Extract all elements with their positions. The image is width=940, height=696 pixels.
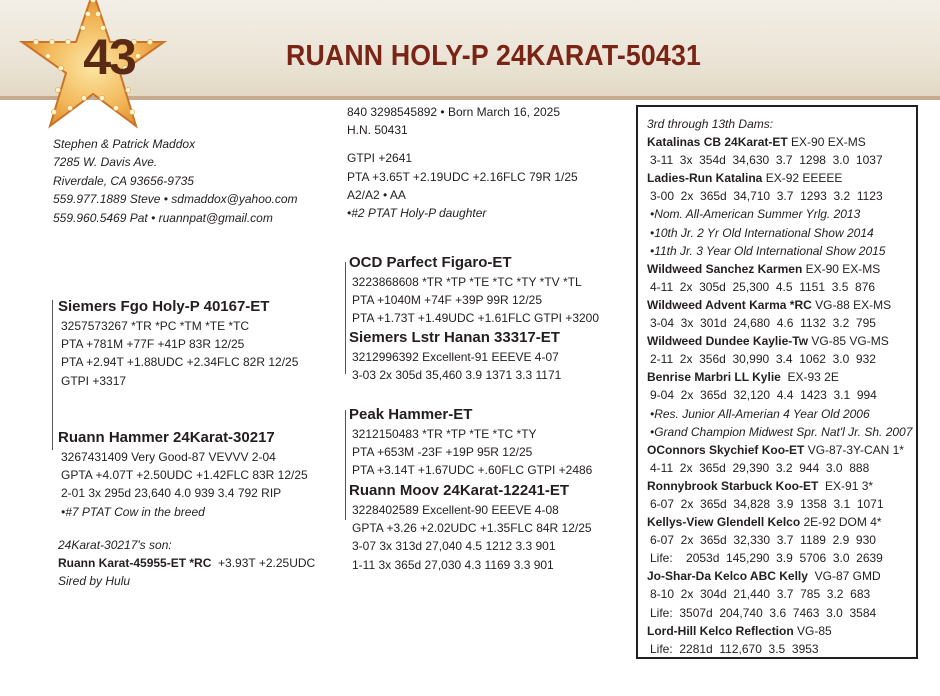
sire-sire-line: 3223868608 *TR *TP *TE *TC *TY *TV *TL — [352, 275, 582, 289]
dam-entry-classification: 2E-92 DOM 4* — [800, 515, 882, 530]
dam-sire-block — [349, 405, 592, 480]
son-name: Ruann Karat-45955-ET *RC — [58, 556, 212, 571]
dam-entry-title: Benrise Marbri LL Kylie — [647, 370, 781, 385]
gtpi: GTPI +2641 — [347, 151, 413, 166]
dam-name: Ruann Hammer 24Karat-30217 — [58, 429, 275, 446]
identity-note: •#2 PTAT Holy-P daughter — [347, 206, 487, 221]
consignor-phone-pat: 559.960.5469 Pat • ruannpat@gmail.com — [53, 210, 273, 225]
dam-entry-title: Ladies-Run Katalina — [647, 171, 763, 186]
dam-entry-classification: EX-92 EEEEE — [762, 171, 843, 186]
dam-sire-line: 3212150483 *TR *TP *TE *TC *TY — [352, 427, 537, 441]
dam-block — [58, 428, 315, 590]
sire-sire-line: PTA +1.73T +1.49UDC +1.61FLC GTPI +3200 — [352, 311, 600, 326]
dam-dam-name: Ruann Moov 24Karat-12241-ET — [349, 482, 570, 499]
dam-entry-record: Life: 2281d 112,670 3.5 3953 — [650, 641, 819, 656]
dam-sire-line: PTA +653M -23F +19P 95R 12/25 — [352, 445, 533, 460]
consignor-city: Riverdale, CA 93656-9735 — [53, 173, 194, 188]
dam-entry-note: •Nom. All-American Summer Yrlg. 2013 — [650, 207, 861, 222]
dam-entry-name — [647, 477, 916, 495]
son-heading: 24Karat-30217's son: — [58, 537, 172, 552]
dam-entry-name — [647, 513, 916, 531]
herd-number: H.N. 50431 — [347, 123, 408, 138]
dam-line: 2-01 3x 295d 23,640 4.0 939 3.4 792 RIP — [61, 486, 282, 501]
sire-line: PTA +2.94T +1.88UDC +2.34FLC 82R 12/25 — [61, 355, 299, 370]
dam-entry-record: 6-07 2x 365d 34,828 3.9 1358 3.1 1071 — [650, 496, 884, 511]
dam-entry-name — [647, 133, 916, 151]
dam-sire-name: Peak Hammer-ET — [349, 406, 473, 423]
lot-identity — [347, 103, 578, 222]
dam-entry-classification: VG-85 — [793, 623, 832, 638]
dam-dam-block — [349, 481, 592, 574]
dam-entry-classification: EX-93 2E — [780, 370, 839, 385]
dam-entry-title: Wildweed Advent Karma *RC — [647, 297, 812, 312]
lot-number: 43 — [83, 29, 135, 85]
dam-entry-note: •11th Jr. 3 Year Old International Show 2015 — [650, 243, 886, 258]
dam-sire-line: PTA +3.14T +1.67UDC +.60FLC GTPI +2486 — [352, 463, 593, 478]
dam-entry-record: Life: 3507d 204,740 3.6 7463 3.0 3584 — [650, 605, 877, 620]
pta-line: PTA +3.65T +2.19UDC +2.16FLC 79R 1/25 — [347, 169, 578, 184]
dam-entry-classification: VG-85 VG-MS — [808, 334, 889, 349]
dam-entry-classification: VG-88 EX-MS — [811, 297, 892, 312]
dam-dam-line: GPTA +3.26 +2.02UDC +1.35FLC 84R 12/25 — [352, 521, 592, 536]
sire-sire-block — [349, 253, 599, 328]
dam-entry-name — [647, 296, 916, 314]
dam-entry-name — [647, 368, 916, 386]
pedigree-connector — [345, 410, 346, 520]
dam-entry-record: 6-07 2x 365d 32,330 3.7 1189 2.9 930 — [650, 533, 876, 548]
dams-heading: 3rd through 13th Dams: — [647, 117, 774, 131]
dam-entry-classification: EX-90 EX-MS — [787, 135, 866, 150]
dam-entry-record: 9-04 2x 365d 32,120 4.4 1423 3.1 994 — [650, 388, 877, 403]
son-sired-by: Sired by Hulu — [58, 574, 131, 589]
sire-line: GTPI +3317 — [61, 373, 127, 388]
consignor-info — [53, 135, 298, 227]
dams-box — [636, 105, 918, 659]
dam-entry-name — [647, 622, 916, 640]
dam-entry-record: 3-11 3x 354d 34,630 3.7 1298 3.0 1037 — [650, 153, 883, 168]
dams-list — [647, 133, 916, 658]
dam-entry-name — [647, 332, 916, 350]
genotype-line: A2/A2 • AA — [347, 187, 406, 202]
sire-line: PTA +781M +77F +41P 83R 12/25 — [61, 337, 245, 352]
dam-entry-note: •Grand Champion Midwest Spr. Nat'l Jr. Sh. 2007 — [650, 424, 913, 439]
sire-block — [58, 297, 298, 390]
dam-entry-classification: EX-91 3* — [818, 478, 874, 493]
dam-entry-name — [647, 441, 916, 459]
sire-sire-line: PTA +1040M +74F +39P 99R 12/25 — [352, 293, 543, 308]
dam-entry-name — [647, 260, 916, 278]
dam-entry-record: 4-11 2x 365d 29,390 3.2 944 3.0 888 — [650, 460, 870, 475]
dam-entry-record: 3-04 3x 301d 24,680 4.6 1132 3.2 795 — [650, 316, 876, 331]
son-stats: +3.93T +2.25UDC — [211, 556, 316, 571]
dam-entry-record: 2-11 2x 356d 30,990 3.4 1062 3.0 932 — [650, 352, 876, 367]
dam-entry-classification: EX-90 EX-MS — [802, 261, 881, 276]
consignor-name: Stephen & Patrick Maddox — [53, 137, 196, 151]
dam-entry-record: 3-00 2x 365d 34,710 3.7 1293 3.2 1123 — [650, 189, 883, 204]
consignor-phone-steve: 559.977.1889 Steve • sdmaddox@yahoo.com — [53, 192, 298, 207]
dam-dam-line: 3-07 3x 313d 27,040 4.5 1212 3.3 901 — [352, 539, 556, 554]
dam-entry-title: OConnors Skychief Koo-ET — [647, 442, 805, 457]
dam-line: 3267431409 Very Good-87 VEVVV 2-04 — [61, 450, 276, 464]
page-title: RUANN HOLY-P 24KARAT-50431 — [286, 40, 702, 72]
dam-entry-record: 8-10 2x 304d 21,440 3.7 785 3.2 683 — [650, 587, 871, 602]
dam-entry-title: Kellys-View Glendell Kelco — [647, 515, 801, 530]
pedigree-connector — [345, 262, 346, 374]
pedigree-connector — [52, 300, 53, 450]
dam-note: •#7 PTAT Cow in the breed — [61, 504, 205, 519]
dam-entry-title: Katalinas CB 24Karat-ET — [647, 135, 788, 150]
sire-line: 3257573267 *TR *PC *TM *TE *TC — [61, 319, 250, 333]
dam-entry-classification: VG-87-3Y-CAN 1* — [804, 442, 904, 457]
dam-entry-note: •10th Jr. 2 Yr Old International Show 2014 — [650, 225, 874, 240]
consignor-address: 7285 W. Davis Ave. — [53, 155, 158, 170]
dam-entry-name — [647, 169, 916, 187]
dam-entry-title: Wildweed Dundee Kaylie-Tw — [647, 334, 809, 349]
sire-dam-line: 3-03 2x 305d 35,460 3.9 1371 3.3 1171 — [352, 368, 562, 383]
dam-entry-record: Life: 2053d 145,290 3.9 5706 3.0 2639 — [650, 551, 883, 566]
sire-dam-line: 3212996392 Excellent-91 EEEVE 4-07 — [352, 350, 559, 364]
sire-name: Siemers Fgo Holy-P 40167-ET — [58, 298, 270, 315]
dam-entry-record: 4-11 2x 305d 25,300 4.5 1151 3.5 876 — [650, 279, 876, 294]
dam-entry-title: Ronnybrook Starbuck Koo-ET — [647, 478, 819, 493]
dam-entry-title: Lord-Hill Kelco Reflection — [647, 623, 794, 638]
dam-dam-line: 1-11 3x 365d 27,030 4.3 1169 3.3 901 — [352, 557, 554, 572]
dam-entry-note: •Res. Junior All-Amerian 4 Year Old 2006 — [650, 406, 870, 421]
sire-dam-name: Siemers Lstr Hanan 33317-ET — [349, 329, 560, 346]
dam-entry-title: Jo-Shar-Da Kelco ABC Kelly — [647, 569, 808, 584]
dam-line: GPTA +4.07T +2.50UDC +1.42FLC 83R 12/25 — [61, 468, 308, 483]
dam-entry-classification: VG-87 GMD — [807, 569, 881, 584]
sire-sire-name: OCD Parfect Figaro-ET — [349, 254, 512, 271]
dam-entry-name — [647, 567, 916, 585]
registration-line: 840 3298545892 • Born March 16, 2025 — [347, 105, 561, 119]
dam-entry-title: Wildweed Sanchez Karmen — [647, 261, 803, 276]
dam-dam-line: 3228402589 Excellent-90 EEEVE 4-08 — [352, 503, 559, 517]
sire-dam-block — [349, 328, 561, 384]
